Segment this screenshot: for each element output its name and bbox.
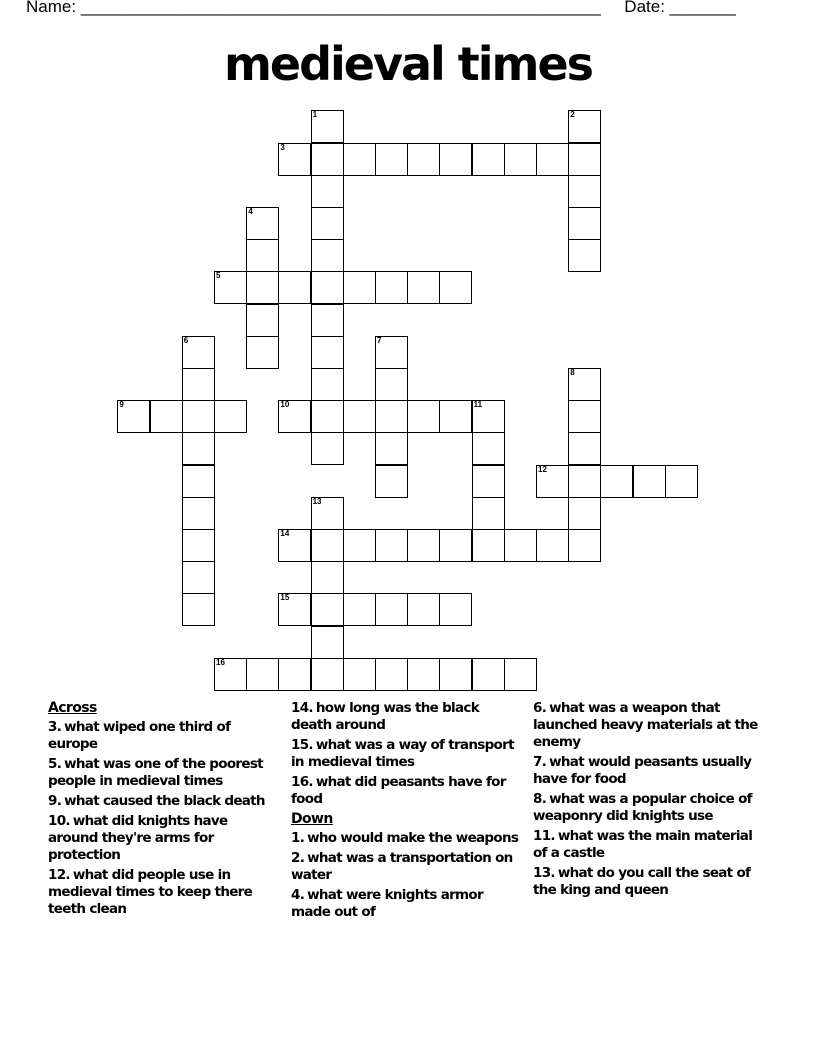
date-label: Date: bbox=[624, 0, 665, 16]
crossword-cell[interactable] bbox=[375, 432, 408, 465]
clue-across-12: 12. what did people use in medieval times to keep there teeth clean bbox=[48, 867, 253, 917]
crossword-cell[interactable] bbox=[472, 658, 505, 691]
name-line[interactable]: _______________________________________________________ bbox=[80, 0, 601, 16]
crossword-cell[interactable] bbox=[375, 271, 408, 304]
crossword-cell[interactable] bbox=[311, 561, 344, 594]
crossword-cell[interactable] bbox=[246, 207, 279, 240]
crossword-cell[interactable] bbox=[568, 207, 601, 240]
clue-number: 16 bbox=[216, 657, 225, 667]
crossword-cell[interactable] bbox=[407, 400, 440, 433]
crossword-cell[interactable] bbox=[311, 207, 344, 240]
crossword-cell[interactable] bbox=[278, 271, 311, 304]
crossword-cell[interactable] bbox=[536, 143, 569, 176]
crossword-cell[interactable] bbox=[311, 593, 344, 626]
clue-down-2: 2. what was a transportation on water bbox=[291, 850, 513, 883]
crossword-cell[interactable] bbox=[472, 400, 505, 433]
clue-down-6: 6. what was a weapon that launched heavy materials at the enemy bbox=[533, 700, 758, 750]
page-title: medieval times bbox=[223, 37, 593, 91]
clue-across-10: 10. what did knights have around they're arms for protection bbox=[48, 813, 228, 863]
crossword-cell[interactable] bbox=[439, 529, 472, 562]
clue-across-9: 9. what caused the black death bbox=[48, 793, 265, 809]
clue-number: 2 bbox=[570, 110, 575, 120]
crossword-cell[interactable] bbox=[182, 561, 215, 594]
crossword-cell[interactable] bbox=[375, 368, 408, 401]
crossword-cell[interactable] bbox=[246, 336, 279, 369]
crossword-cell[interactable] bbox=[311, 432, 344, 465]
crossword-cell[interactable] bbox=[472, 497, 505, 530]
crossword-cell[interactable] bbox=[472, 529, 505, 562]
crossword-cell[interactable] bbox=[246, 271, 279, 304]
crossword-cell[interactable] bbox=[311, 143, 344, 176]
crossword-cell[interactable] bbox=[246, 658, 279, 691]
clue-down-8: 8. what was a popular choice of weaponry did knights use bbox=[533, 791, 752, 824]
clue-number: 3 bbox=[280, 142, 285, 152]
crossword-cell[interactable] bbox=[568, 175, 601, 208]
crossword-cell[interactable] bbox=[439, 593, 472, 626]
crossword-cell[interactable] bbox=[568, 110, 601, 143]
clue-down-1: 1. who would make the weapons bbox=[291, 830, 519, 846]
crossword-cell[interactable] bbox=[182, 529, 215, 562]
clue-number: 8 bbox=[570, 368, 575, 377]
crossword-cell[interactable] bbox=[311, 658, 344, 691]
clue-across-5: 5. what was one of the poorest people in medieval times bbox=[48, 756, 263, 789]
down-heading: Down bbox=[291, 811, 333, 827]
crossword-cell[interactable] bbox=[439, 658, 472, 691]
crossword-cell[interactable] bbox=[375, 529, 408, 562]
crossword-cell[interactable] bbox=[278, 400, 311, 433]
crossword-cell[interactable] bbox=[182, 593, 215, 626]
crossword-cell[interactable] bbox=[568, 465, 601, 498]
crossword-cell[interactable] bbox=[407, 271, 440, 304]
crossword-cell[interactable] bbox=[182, 497, 215, 530]
crossword-cell[interactable] bbox=[504, 143, 537, 176]
crossword-cell[interactable] bbox=[407, 143, 440, 176]
crossword-cell[interactable] bbox=[311, 497, 344, 530]
crossword-cell[interactable] bbox=[117, 400, 150, 433]
clue-across-15: 15. what was a way of transport in medieval times bbox=[291, 737, 514, 770]
clue-number: 6 bbox=[183, 335, 189, 345]
crossword-cell[interactable] bbox=[246, 239, 279, 272]
clue-number: 4 bbox=[248, 207, 253, 216]
clue-across-3: 3. what wiped one third of europe bbox=[48, 719, 231, 752]
crossword-cell[interactable] bbox=[311, 336, 344, 369]
crossword-cell[interactable] bbox=[407, 658, 440, 691]
crossword-cell[interactable] bbox=[343, 593, 376, 626]
crossword-cell[interactable] bbox=[568, 529, 601, 562]
crossword-cell[interactable] bbox=[343, 529, 376, 562]
crossword-cell[interactable] bbox=[343, 271, 376, 304]
crossword-cell[interactable] bbox=[439, 271, 472, 304]
clue-down-11: 11. what was the main material of a castle bbox=[533, 828, 753, 861]
crossword-cell[interactable] bbox=[311, 304, 344, 337]
crossword-cell[interactable] bbox=[278, 143, 311, 176]
crossword-cell[interactable] bbox=[214, 400, 247, 433]
clue-down-7: 7. what would peasants usually have for food bbox=[533, 754, 752, 787]
crossword-cell[interactable] bbox=[150, 400, 183, 433]
crossword-cell[interactable] bbox=[246, 304, 279, 337]
crossword-cell[interactable] bbox=[343, 400, 376, 433]
crossword-cell[interactable] bbox=[311, 529, 344, 562]
crossword-cell[interactable] bbox=[311, 175, 344, 208]
crossword-cell[interactable] bbox=[375, 400, 408, 433]
crossword-cell[interactable] bbox=[182, 336, 215, 369]
clue-number: 10 bbox=[280, 400, 290, 410]
crossword-cell[interactable] bbox=[536, 465, 569, 498]
crossword-cell[interactable] bbox=[375, 465, 408, 498]
crossword-cell[interactable] bbox=[568, 239, 601, 272]
clue-column-2 bbox=[291, 700, 523, 924]
clue-column-3 bbox=[533, 700, 765, 902]
crossword-cell[interactable] bbox=[407, 593, 440, 626]
crossword-cell[interactable] bbox=[182, 432, 215, 465]
clue-column-1 bbox=[48, 700, 280, 921]
clue-number: 11 bbox=[473, 400, 483, 410]
crossword-cell[interactable] bbox=[568, 432, 601, 465]
crossword-cell[interactable] bbox=[343, 658, 376, 691]
crossword-cell[interactable] bbox=[214, 271, 247, 304]
clue-number: 15 bbox=[280, 593, 290, 603]
clue-number: 7 bbox=[377, 335, 382, 345]
across-heading: Across bbox=[48, 700, 97, 716]
crossword-cell[interactable] bbox=[568, 497, 601, 530]
crossword-cell[interactable] bbox=[311, 400, 344, 433]
name-label: Name: bbox=[26, 0, 77, 16]
clue-number: 9 bbox=[119, 400, 124, 410]
clue-number: 13 bbox=[312, 496, 322, 506]
crossword-cell[interactable] bbox=[311, 239, 344, 272]
clue-number: 14 bbox=[280, 529, 290, 538]
crossword-cell[interactable] bbox=[407, 529, 440, 562]
clue-down-13: 13. what do you call the seat of the king and queen bbox=[533, 865, 751, 898]
clue-across-16: 16. what did peasants have for food bbox=[291, 774, 506, 807]
date-line[interactable]: _______ bbox=[669, 0, 736, 16]
clue-across-14: 14. how long was the black death around bbox=[291, 700, 479, 733]
crossword-cell[interactable] bbox=[311, 368, 344, 401]
crossword-cell[interactable] bbox=[504, 658, 537, 691]
crossword-cell[interactable] bbox=[311, 626, 344, 659]
crossword-cell[interactable] bbox=[311, 271, 344, 304]
crossword-cell[interactable] bbox=[439, 143, 472, 176]
clue-down-4: 4. what were knights armor made out of bbox=[291, 887, 483, 920]
crossword-cell[interactable] bbox=[375, 658, 408, 691]
crossword-cell[interactable] bbox=[472, 143, 505, 176]
crossword-cell[interactable] bbox=[472, 432, 505, 465]
crossword-cell[interactable] bbox=[472, 465, 505, 498]
crossword-cell[interactable] bbox=[375, 593, 408, 626]
crossword-cell[interactable] bbox=[278, 593, 311, 626]
crossword-cell[interactable] bbox=[665, 465, 698, 498]
crossword-cell[interactable] bbox=[278, 529, 311, 562]
crossword-cell[interactable] bbox=[439, 400, 472, 433]
crossword-cell[interactable] bbox=[375, 143, 408, 176]
crossword-cell[interactable] bbox=[536, 529, 569, 562]
crossword-cell[interactable] bbox=[214, 658, 247, 691]
crossword-cell[interactable] bbox=[182, 465, 215, 498]
clue-number: 12 bbox=[538, 464, 547, 474]
crossword-cell[interactable] bbox=[504, 529, 537, 562]
crossword-cell[interactable] bbox=[311, 110, 344, 143]
crossword-cell[interactable] bbox=[182, 368, 215, 401]
crossword-cell[interactable] bbox=[343, 143, 376, 176]
crossword-cell[interactable] bbox=[568, 143, 601, 176]
crossword-cell[interactable] bbox=[375, 336, 408, 369]
crossword-cell[interactable] bbox=[600, 465, 633, 498]
clue-number: 5 bbox=[216, 271, 221, 281]
crossword-cell[interactable] bbox=[568, 400, 601, 433]
crossword-cell[interactable] bbox=[278, 658, 311, 691]
crossword-cell[interactable] bbox=[568, 368, 601, 401]
crossword-cell[interactable] bbox=[633, 465, 666, 498]
clue-number: 1 bbox=[312, 110, 318, 120]
crossword-cell[interactable] bbox=[182, 400, 215, 433]
